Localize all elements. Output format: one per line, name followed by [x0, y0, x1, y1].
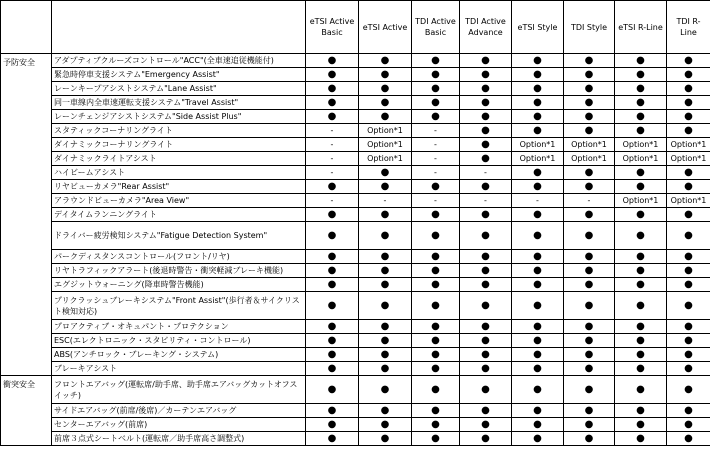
table-row	[1, 418, 710, 432]
table-row	[1, 222, 710, 250]
table-row	[1, 194, 710, 208]
value-cell: ●	[306, 376, 359, 404]
value-cell: -	[460, 194, 512, 208]
feature-cell: スタティックコーナリングライト	[52, 124, 306, 138]
value-cell: ●	[306, 250, 359, 264]
value-cell: ●	[667, 292, 710, 320]
value-cell: ●	[615, 222, 667, 250]
value-cell: ●	[512, 418, 564, 432]
value-cell: -	[306, 124, 359, 138]
grade-header: TDI Style	[564, 1, 615, 54]
value-cell: ●	[306, 432, 359, 446]
value-cell: ●	[412, 320, 460, 334]
value-cell: ●	[564, 96, 615, 110]
value-cell: -	[412, 194, 460, 208]
value-cell: ●	[512, 292, 564, 320]
value-cell: ●	[564, 292, 615, 320]
value-cell: ●	[564, 404, 615, 418]
value-cell: ●	[460, 152, 512, 166]
value-cell: ●	[512, 180, 564, 194]
value-cell: ●	[512, 110, 564, 124]
value-cell: ●	[512, 376, 564, 404]
value-cell: ●	[359, 222, 412, 250]
value-cell: ●	[412, 334, 460, 348]
feature-cell: プリクラッシュブレーキシステム"Front Assist"(歩行者＆サイクリスト検知対応)	[52, 292, 306, 320]
value-cell: -	[412, 124, 460, 138]
category-cell: 衝突安全	[1, 376, 52, 446]
value-cell: ●	[306, 208, 359, 222]
value-cell: ●	[306, 110, 359, 124]
value-cell: ●	[667, 278, 710, 292]
value-cell: ●	[460, 432, 512, 446]
table-row	[1, 180, 710, 194]
value-cell: ●	[564, 82, 615, 96]
value-cell: ●	[306, 54, 359, 68]
grade-header: eTSI Style	[512, 1, 564, 54]
value-cell: -	[412, 138, 460, 152]
value-cell: ●	[667, 418, 710, 432]
value-cell: Option*1	[359, 124, 412, 138]
value-cell: ●	[564, 264, 615, 278]
value-cell: ●	[667, 376, 710, 404]
value-cell: ●	[306, 404, 359, 418]
value-cell: ●	[615, 348, 667, 362]
value-cell: ●	[667, 68, 710, 82]
value-cell: ●	[512, 404, 564, 418]
table-row	[1, 292, 710, 320]
value-cell: ●	[512, 124, 564, 138]
value-cell: ●	[564, 68, 615, 82]
value-cell: ●	[306, 264, 359, 278]
value-cell: ●	[667, 82, 710, 96]
value-cell: ●	[359, 82, 412, 96]
value-cell: ●	[460, 138, 512, 152]
value-cell: ●	[667, 264, 710, 278]
value-cell: ●	[564, 432, 615, 446]
table-row	[1, 348, 710, 362]
value-cell: ●	[412, 208, 460, 222]
value-cell: ●	[359, 96, 412, 110]
value-cell: ●	[412, 110, 460, 124]
value-cell: ●	[412, 404, 460, 418]
value-cell: ●	[667, 404, 710, 418]
value-cell: ●	[564, 208, 615, 222]
value-cell: ●	[512, 82, 564, 96]
value-cell: ●	[359, 278, 412, 292]
value-cell: ●	[306, 68, 359, 82]
value-cell: ●	[460, 278, 512, 292]
value-cell: ●	[615, 54, 667, 68]
value-cell: ●	[667, 96, 710, 110]
value-cell: ●	[306, 418, 359, 432]
feature-cell: アダプティブクルーズコントロール"ACC"(全車速追従機能付)	[52, 54, 306, 68]
value-cell: ●	[512, 264, 564, 278]
value-cell: ●	[564, 180, 615, 194]
value-cell: ●	[359, 404, 412, 418]
value-cell: -	[306, 138, 359, 152]
table-body	[1, 54, 710, 446]
value-cell: ●	[460, 110, 512, 124]
value-cell: Option*1	[667, 138, 710, 152]
grade-header: TDI Active Advance	[460, 1, 512, 54]
table-row	[1, 404, 710, 418]
value-cell: ●	[564, 166, 615, 180]
table-row	[1, 138, 710, 152]
feature-cell: パークディスタンスコントロール(フロント/リヤ)	[52, 250, 306, 264]
value-cell: ●	[512, 166, 564, 180]
value-cell: -	[359, 194, 412, 208]
value-cell: ●	[359, 348, 412, 362]
value-cell: ●	[615, 96, 667, 110]
feature-header-cell	[52, 1, 306, 54]
value-cell: ●	[615, 320, 667, 334]
value-cell: ●	[512, 432, 564, 446]
value-cell: -	[460, 166, 512, 180]
feature-cell: デイタイムランニングライト	[52, 208, 306, 222]
value-cell: ●	[615, 180, 667, 194]
value-cell: ●	[615, 334, 667, 348]
value-cell: ●	[667, 362, 710, 376]
value-cell: Option*1	[564, 152, 615, 166]
value-cell: ●	[306, 96, 359, 110]
value-cell: ●	[512, 54, 564, 68]
value-cell: ●	[359, 208, 412, 222]
value-cell: ●	[667, 180, 710, 194]
value-cell: ●	[460, 362, 512, 376]
value-cell: ●	[564, 320, 615, 334]
value-cell: ●	[460, 180, 512, 194]
value-cell: ●	[412, 250, 460, 264]
value-cell: ●	[460, 292, 512, 320]
value-cell: Option*1	[359, 138, 412, 152]
value-cell: ●	[512, 208, 564, 222]
feature-cell: ESC(エレクトロニック・スタビリティ・コントロール)	[52, 334, 306, 348]
value-cell: ●	[564, 124, 615, 138]
value-cell: Option*1	[615, 138, 667, 152]
feature-cell: レーンチェンジアシストシステム"Side Assist Plus"	[52, 110, 306, 124]
value-cell: ●	[359, 54, 412, 68]
value-cell: ●	[359, 432, 412, 446]
value-cell: ●	[460, 222, 512, 250]
value-cell: ●	[615, 124, 667, 138]
value-cell: ●	[615, 292, 667, 320]
header-row	[1, 1, 710, 54]
value-cell: ●	[306, 348, 359, 362]
value-cell: ●	[359, 334, 412, 348]
value-cell: -	[306, 194, 359, 208]
value-cell: ●	[460, 376, 512, 404]
value-cell: ●	[615, 418, 667, 432]
value-cell: ●	[412, 376, 460, 404]
value-cell: ●	[359, 180, 412, 194]
value-cell: ●	[564, 376, 615, 404]
value-cell: ●	[667, 54, 710, 68]
value-cell: ●	[564, 334, 615, 348]
value-cell: ●	[615, 166, 667, 180]
value-cell: ●	[667, 432, 710, 446]
value-cell: ●	[460, 334, 512, 348]
feature-cell: ダイナミックコーナリングライト	[52, 138, 306, 152]
value-cell: ●	[306, 320, 359, 334]
table-row	[1, 82, 710, 96]
value-cell: ●	[412, 418, 460, 432]
feature-cell: エグジットウォーニング(降車時警告機能)	[52, 278, 306, 292]
value-cell: ●	[460, 96, 512, 110]
feature-cell: ブレーキアシスト	[52, 362, 306, 376]
feature-cell: センターエアバッグ(前席)	[52, 418, 306, 432]
value-cell: ●	[512, 222, 564, 250]
table-row	[1, 362, 710, 376]
value-cell: ●	[306, 334, 359, 348]
feature-cell: リヤトラフィックアラート(後退時警告・衝突軽減ブレーキ機能)	[52, 264, 306, 278]
feature-cell: レーンキープアシストシステム"Lane Assist"	[52, 82, 306, 96]
feature-cell: アラウンドビューカメラ"Area View"	[52, 194, 306, 208]
grade-header: TDI R-Line	[667, 1, 710, 54]
table-row	[1, 110, 710, 124]
value-cell: ●	[460, 68, 512, 82]
value-cell: Option*1	[512, 152, 564, 166]
value-cell: ●	[667, 208, 710, 222]
value-cell: ●	[412, 54, 460, 68]
value-cell: ●	[615, 278, 667, 292]
value-cell: ●	[412, 362, 460, 376]
value-cell: ●	[667, 124, 710, 138]
value-cell: ●	[512, 320, 564, 334]
value-cell: ●	[615, 208, 667, 222]
value-cell: ●	[460, 404, 512, 418]
value-cell: ●	[359, 250, 412, 264]
corner-cell	[1, 1, 52, 54]
value-cell: ●	[412, 264, 460, 278]
value-cell: ●	[306, 222, 359, 250]
value-cell: ●	[512, 96, 564, 110]
value-cell: ●	[359, 376, 412, 404]
feature-cell: 同一車線内全車速運転支援システム"Travel Assist"	[52, 96, 306, 110]
feature-cell: ドライバー疲労検知システム"Fatigue Detection System"	[52, 222, 306, 250]
value-cell: ●	[460, 320, 512, 334]
value-cell: ●	[615, 264, 667, 278]
value-cell: ●	[564, 348, 615, 362]
value-cell: ●	[564, 222, 615, 250]
grade-header: eTSI Active	[359, 1, 412, 54]
value-cell: ●	[667, 348, 710, 362]
value-cell: ●	[412, 292, 460, 320]
table-row	[1, 166, 710, 180]
table-row	[1, 376, 710, 404]
table-row	[1, 264, 710, 278]
value-cell: ●	[359, 320, 412, 334]
value-cell: Option*1	[564, 138, 615, 152]
value-cell: ●	[512, 334, 564, 348]
value-cell: ●	[412, 278, 460, 292]
value-cell: ●	[460, 348, 512, 362]
value-cell: ●	[460, 250, 512, 264]
value-cell: -	[412, 152, 460, 166]
table-row	[1, 152, 710, 166]
value-cell: ●	[667, 222, 710, 250]
feature-cell: ABS(アンチロック・ブレーキング・システム)	[52, 348, 306, 362]
value-cell: -	[412, 166, 460, 180]
value-cell: ●	[564, 54, 615, 68]
value-cell: ●	[359, 264, 412, 278]
value-cell: ●	[615, 404, 667, 418]
value-cell: ●	[615, 362, 667, 376]
value-cell: ●	[460, 418, 512, 432]
value-cell: -	[512, 194, 564, 208]
table-row	[1, 124, 710, 138]
value-cell: ●	[564, 278, 615, 292]
value-cell: ●	[460, 54, 512, 68]
value-cell: ●	[460, 82, 512, 96]
value-cell: ●	[359, 110, 412, 124]
value-cell: ●	[667, 110, 710, 124]
value-cell: ●	[512, 68, 564, 82]
value-cell: ●	[306, 82, 359, 96]
value-cell: ●	[359, 166, 412, 180]
feature-cell: リヤビューカメラ"Rear Assist"	[52, 180, 306, 194]
value-cell: ●	[615, 432, 667, 446]
value-cell: ●	[460, 124, 512, 138]
value-cell: Option*1	[615, 194, 667, 208]
feature-cell: ハイビームアシスト	[52, 166, 306, 180]
value-cell: ●	[667, 166, 710, 180]
value-cell: ●	[306, 362, 359, 376]
value-cell: ●	[512, 362, 564, 376]
grade-header: eTSI Active Basic	[306, 1, 359, 54]
value-cell: ●	[412, 348, 460, 362]
value-cell: ●	[615, 250, 667, 264]
table-row	[1, 96, 710, 110]
value-cell: ●	[359, 362, 412, 376]
value-cell: ●	[460, 208, 512, 222]
value-cell: ●	[412, 180, 460, 194]
value-cell: ●	[412, 222, 460, 250]
value-cell: ●	[512, 278, 564, 292]
value-cell: ●	[667, 320, 710, 334]
table-row	[1, 250, 710, 264]
value-cell: ●	[412, 68, 460, 82]
value-cell: ●	[412, 432, 460, 446]
table-row	[1, 432, 710, 446]
value-cell: Option*1	[512, 138, 564, 152]
value-cell: ●	[615, 82, 667, 96]
value-cell: Option*1	[667, 152, 710, 166]
value-cell: ●	[564, 110, 615, 124]
value-cell: ●	[667, 334, 710, 348]
value-cell: Option*1	[667, 194, 710, 208]
feature-cell: ダイナミックライトアシスト	[52, 152, 306, 166]
value-cell: Option*1	[359, 152, 412, 166]
feature-cell: プロアクティブ・オキュパント・プロテクション	[52, 320, 306, 334]
grade-header: eTSI R-Line	[615, 1, 667, 54]
value-cell: ●	[615, 68, 667, 82]
feature-cell: フロントエアバッグ(運転席/助手席、助手席エアバッグカットオフスイッチ)	[52, 376, 306, 404]
feature-cell: サイドエアバッグ(前席/後席)／カーテンエアバッグ	[52, 404, 306, 418]
table-row	[1, 208, 710, 222]
value-cell: ●	[412, 82, 460, 96]
value-cell: ●	[306, 292, 359, 320]
feature-cell: 緊急時停車支援システム"Emergency Assist"	[52, 68, 306, 82]
value-cell: ●	[564, 418, 615, 432]
table-row	[1, 278, 710, 292]
value-cell: ●	[615, 376, 667, 404]
value-cell: ●	[460, 264, 512, 278]
value-cell: Option*1	[615, 152, 667, 166]
value-cell: ●	[564, 250, 615, 264]
value-cell: ●	[359, 68, 412, 82]
value-cell: ●	[359, 292, 412, 320]
grade-header: TDI Active Basic	[412, 1, 460, 54]
value-cell: ●	[306, 180, 359, 194]
value-cell: -	[306, 152, 359, 166]
value-cell: ●	[615, 110, 667, 124]
category-cell: 予防安全	[1, 54, 52, 376]
value-cell: ●	[564, 362, 615, 376]
value-cell: ●	[359, 418, 412, 432]
table-row	[1, 334, 710, 348]
value-cell: ●	[512, 348, 564, 362]
value-cell: -	[564, 194, 615, 208]
feature-cell: 前席３点式シートベルト(運転席／助手席高さ調整式)	[52, 432, 306, 446]
table-row	[1, 68, 710, 82]
value-cell: -	[306, 166, 359, 180]
table-row	[1, 320, 710, 334]
value-cell: ●	[306, 278, 359, 292]
value-cell: ●	[667, 250, 710, 264]
value-cell: ●	[512, 250, 564, 264]
table-row	[1, 54, 710, 68]
value-cell: ●	[412, 96, 460, 110]
